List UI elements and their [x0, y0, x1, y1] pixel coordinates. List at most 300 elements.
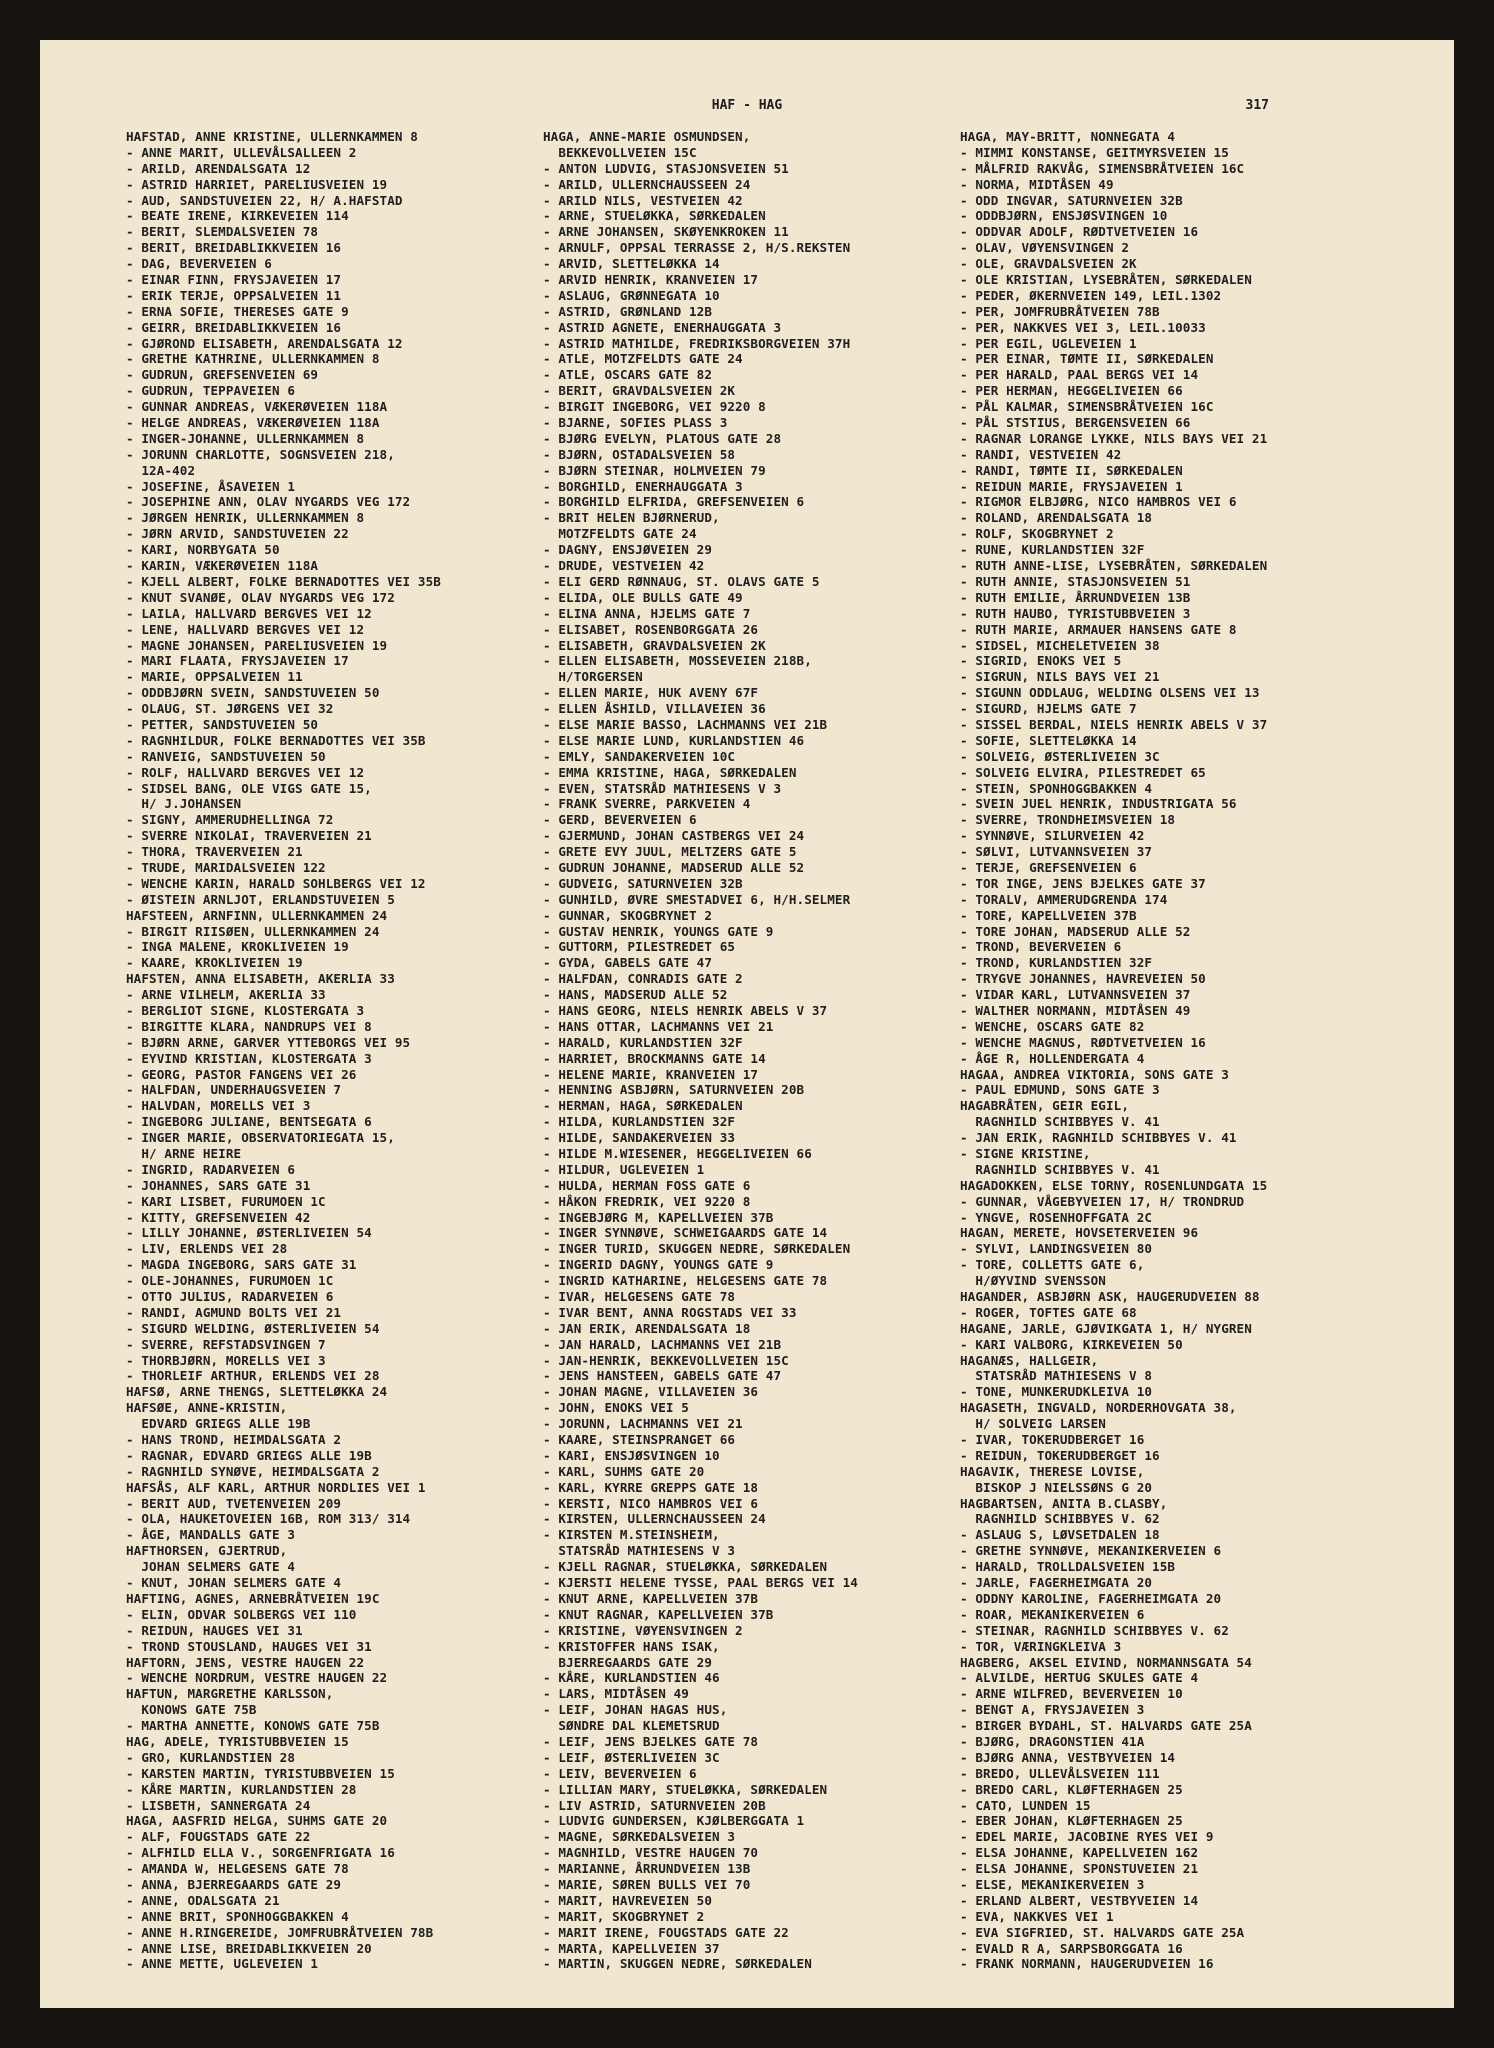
directory-entry: - BIRGITTE KLARA, NANDRUPS VEI 8 — [126, 1018, 372, 1034]
directory-entry: - MARI FLAATA, FRYSJAVEIEN 17 — [126, 653, 349, 669]
directory-entry: - GUNNAR, VÅGEBYVEIEN 17, H/ TRONDRUD — [960, 1193, 1245, 1209]
directory-entry: - ÅGE, MANDALLS GATE 3 — [126, 1527, 296, 1543]
directory-entry: - RAGNAR, EDVARD GRIEGS ALLE 19B — [126, 1447, 372, 1463]
directory-entry: - KARI LISBET, FURUMOEN 1C — [126, 1193, 326, 1209]
directory-entry: - GUTTORM, PILESTREDET 65 — [543, 939, 736, 955]
directory-page — [40, 40, 1454, 2008]
directory-entry: HAGA, AASFRID HELGA, SUHMS GATE 20 — [126, 1813, 388, 1829]
directory-entry: HAGANDER, ASBJØRN ASK, HAUGERUDVEIEN 88 — [960, 1289, 1260, 1305]
directory-entry: EDVARD GRIEGS ALLE 19B — [126, 1416, 311, 1432]
directory-entry: - KNUT RAGNAR, KAPELLVEIEN 37B — [543, 1606, 774, 1622]
directory-entry: - ATLE, MOTZFELDTS GATE 24 — [543, 351, 743, 367]
directory-entry: - MAGNE JOHANSEN, PARELIUSVEIEN 19 — [126, 637, 388, 653]
directory-entry: - KIRSTEN M.STEINSHEIM, — [543, 1527, 720, 1543]
directory-entry: - ARILD, ULLERNCHAUSSEEN 24 — [543, 176, 751, 192]
directory-entry: - PEDER, ØKERNVEIEN 149, LEIL.1302 — [960, 287, 1222, 303]
directory-entry: - GUDRUN, GREFSENVEIEN 69 — [126, 367, 319, 383]
directory-entry: HAGANÆS, HALLGEIR, — [960, 1352, 1099, 1368]
directory-entry: - ELSE MARIE LUND, KURLANDSTIEN 46 — [543, 732, 805, 748]
directory-column-1 — [126, 129, 526, 1972]
directory-entry: - BREDO CARL, KLØFTERHAGEN 25 — [960, 1781, 1183, 1797]
directory-entry: - GRETE EVY JUUL, MELTZERS GATE 5 — [543, 844, 797, 860]
directory-entry: - REIDUN, TOKERUDBERGET 16 — [960, 1447, 1160, 1463]
directory-entry: - SVERRE NIKOLAI, TRAVERVEIEN 21 — [126, 828, 372, 844]
directory-entry: - JØRN ARVID, SANDSTUVEIEN 22 — [126, 526, 349, 542]
directory-entry: - KNUT, JOHAN SELMERS GATE 4 — [126, 1575, 342, 1591]
directory-entry: - EMLY, SANDAKERVEIEN 10C — [543, 748, 736, 764]
directory-entry: - RAGNHILDUR, FOLKE BERNADOTTES VEI 35B — [126, 732, 426, 748]
directory-entry: - AUD, SANDSTUVEIEN 22, H/ A.HAFSTAD — [126, 192, 403, 208]
directory-entry: - GEORG, PASTOR FANGENS VEI 26 — [126, 1066, 357, 1082]
directory-entry: - HÅKON FREDRIK, VEI 9220 8 — [543, 1193, 751, 1209]
directory-entry: - INGEBJØRG M, KAPELLVEIEN 37B — [543, 1209, 774, 1225]
directory-entry: - ARILD, ARENDALSGATA 12 — [126, 160, 311, 176]
directory-entry: - STEIN, SPONHOGGBAKKEN 4 — [960, 780, 1153, 796]
directory-entry: - INGEBORG JULIANE, BENTSEGATA 6 — [126, 1114, 372, 1130]
directory-entry: HAGANE, JARLE, GJØVIKGATA 1, H/ NYGREN — [960, 1320, 1252, 1336]
directory-entry: - BEATE IRENE, KIRKEVEIEN 114 — [126, 208, 349, 224]
directory-entry: - ODDBJØRN SVEIN, SANDSTUVEIEN 50 — [126, 685, 380, 701]
directory-entry: - SIGRUN, NILS BAYS VEI 21 — [960, 669, 1160, 685]
directory-entry: - BERIT, SLEMDALSVEIEN 78 — [126, 224, 319, 240]
directory-entry: - MARIE, SØREN BULLS VEI 70 — [543, 1876, 751, 1892]
directory-entry: - BJARNE, SOFIES PLASS 3 — [543, 415, 728, 431]
directory-entry: - OLAV, VØYENSVINGEN 2 — [960, 240, 1130, 256]
directory-entry: - RUNE, KURLANDSTIEN 32F — [960, 542, 1145, 558]
directory-entry: - GRETHE SYNNØVE, MEKANIKERVEIEN 6 — [960, 1543, 1222, 1559]
directory-entry: HAFTING, AGNES, ARNEBRÅTVEIEN 19C — [126, 1590, 380, 1606]
directory-entry: - PER, NAKKVES VEI 3, LEIL.10033 — [960, 319, 1206, 335]
directory-entry: - OTTO JULIUS, RADARVEIEN 6 — [126, 1289, 334, 1305]
directory-entry: - ÅGE R, HOLLENDERGATA 4 — [960, 1050, 1145, 1066]
directory-entry: - EINAR FINN, FRYSJAVEIEN 17 — [126, 272, 342, 288]
directory-entry: STATSRÅD MATHIESENS V 3 — [543, 1543, 736, 1559]
directory-entry: - EVEN, STATSRÅD MATHIESENS V 3 — [543, 780, 782, 796]
directory-entry: - HELGE ANDREAS, VÆKERØVEIEN 118A — [126, 415, 380, 431]
directory-entry: - IVAR BENT, ANNA ROGSTADS VEI 33 — [543, 1304, 797, 1320]
directory-entry: - KJERSTI HELENE TYSSE, PAAL BERGS VEI 14 — [543, 1575, 858, 1591]
directory-entry: - KRISTINE, VØYENSVINGEN 2 — [543, 1622, 743, 1638]
directory-entry: - BORGHILD, ENERHAUGGATA 3 — [543, 478, 743, 494]
directory-entry: - SIGNY, AMMERUDHELLINGA 72 — [126, 812, 334, 828]
directory-entry: - BENGT A, FRYSJAVEIEN 3 — [960, 1702, 1145, 1718]
directory-entry: - THORA, TRAVERVEIEN 21 — [126, 844, 303, 860]
directory-entry: H/ ARNE HEIRE — [126, 1146, 242, 1161]
directory-entry: HAFSØ, ARNE THENGS, SLETTELØKKA 24 — [126, 1384, 388, 1400]
directory-entry: - INGERID DAGNY, YOUNGS GATE 9 — [543, 1257, 774, 1273]
directory-entry: - IVAR, TOKERUDBERGET 16 — [960, 1432, 1145, 1448]
directory-entry: - EVA SIGFRIED, ST. HALVARDS GATE 25A — [960, 1924, 1245, 1940]
directory-entry: HAFSÅS, ALF KARL, ARTHUR NORDLIES VEI 1 — [126, 1479, 426, 1495]
directory-entry: - DAG, BEVERVEIEN 6 — [126, 256, 272, 272]
directory-entry: - GRETHE KATHRINE, ULLERNKAMMEN 8 — [126, 351, 380, 367]
directory-entry: - ROGER, TOFTES GATE 68 — [960, 1304, 1137, 1320]
directory-entry: - ALVILDE, HERTUG SKULES GATE 4 — [960, 1670, 1199, 1686]
directory-entry: - LEIF, ØSTERLIVEIEN 3C — [543, 1749, 720, 1765]
directory-entry: - FRANK NORMANN, HAUGERUDVEIEN 16 — [960, 1956, 1214, 1972]
directory-entry: - INGER SYNNØVE, SCHWEIGAARDS GATE 14 — [543, 1225, 828, 1241]
directory-entry: - GUNHILD, ØVRE SMESTADVEI 6, H/H.SELMER — [543, 891, 851, 907]
directory-entry: - SIGNE KRISTINE, — [960, 1146, 1091, 1161]
directory-entry: - AMANDA W, HELGESENS GATE 78 — [126, 1861, 349, 1877]
directory-entry: - ASTRID HARRIET, PARELIUSVEIEN 19 — [126, 176, 388, 192]
directory-entry: - BREDO, ULLEVÅLSVEIEN 111 — [960, 1765, 1160, 1781]
directory-entry: - MIMMI KONSTANSE, GEITMYRSVEIEN 15 — [960, 144, 1229, 160]
directory-entry: - ROLF, HALLVARD BERGVES VEI 12 — [126, 764, 365, 780]
directory-entry: - RANDI, AGMUND BOLTS VEI 21 — [126, 1304, 342, 1320]
directory-entry: - RUTH EMILIE, ÅRRUNDVEIEN 13B — [960, 589, 1191, 605]
directory-entry: - LEIF, JENS BJELKES GATE 78 — [543, 1733, 759, 1749]
directory-entry: HAGASETH, INGVALD, NORDERHOVGATA 38, — [960, 1400, 1237, 1416]
directory-entry: H/ J.JOHANSEN — [126, 796, 242, 812]
directory-entry: - GUDVEIG, SATURNVEIEN 32B — [543, 875, 743, 891]
directory-entry: - ANNE LISE, BREIDABLIKKVEIEN 20 — [126, 1940, 372, 1956]
directory-entry: - ODDVAR ADOLF, RØDTVETVEIEN 16 — [960, 224, 1199, 240]
directory-entry: - KARI, ENSJØSVINGEN 10 — [543, 1447, 720, 1463]
directory-entry: - PETTER, SANDSTUVEIEN 50 — [126, 716, 319, 732]
directory-entry: - ELIN, ODVAR SOLBERGS VEI 110 — [126, 1606, 357, 1622]
directory-entry: - ELSE MARIE BASSO, LACHMANNS VEI 21B — [543, 716, 828, 732]
directory-entry: - SVERRE, REFSTADSVINGEN 7 — [126, 1336, 326, 1352]
directory-entry: - GUNNAR, SKOGBRYNET 2 — [543, 907, 713, 923]
directory-entry: - SOLVEIG, ØSTERLIVEIEN 3C — [960, 748, 1160, 764]
directory-entry: HAGA, MAY-BRITT, NONNEGATA 4 — [960, 129, 1176, 144]
directory-entry: - JENS HANSTEEN, GABELS GATE 47 — [543, 1368, 782, 1384]
directory-entry: - MÅLFRID RAKVÅG, SIMENSBRÅTVEIEN 16C — [960, 160, 1245, 176]
directory-entry: - ELLEN ÅSHILD, VILLAVEIEN 36 — [543, 701, 766, 717]
directory-entry: - GJERMUND, JOHAN CASTBERGS VEI 24 — [543, 828, 805, 844]
directory-entry: - SIDSEL BANG, OLE VIGS GATE 15, — [126, 780, 372, 796]
directory-entry: - ELIDA, OLE BULLS GATE 49 — [543, 589, 743, 605]
directory-entry: - ARILD NILS, VESTVEIEN 42 — [543, 192, 743, 208]
directory-entry: - HENNING ASBJØRN, SATURNVEIEN 20B — [543, 1082, 805, 1098]
directory-entry: - PER, JOMFRUBRÅTVEIEN 78B — [960, 303, 1160, 319]
directory-entry: - PER HERMAN, HEGGELIVEIEN 66 — [960, 383, 1183, 399]
directory-entry: - LUDVIG GUNDERSEN, KJØLBERGGATA 1 — [543, 1813, 805, 1829]
directory-entry: - SISSEL BERDAL, NIELS HENRIK ABELS V 37 — [960, 716, 1268, 732]
directory-entry: - ARNE WILFRED, BEVERVEIEN 10 — [960, 1686, 1183, 1702]
directory-entry: - TOR INGE, JENS BJELKES GATE 37 — [960, 875, 1206, 891]
directory-entry: - EYVIND KRISTIAN, KLOSTERGATA 3 — [126, 1050, 372, 1066]
directory-entry: - ELISABETH, GRAVDALSVEIEN 2K — [543, 637, 766, 653]
directory-entry: - SVERRE, TRONDHEIMSVEIEN 18 — [960, 812, 1176, 828]
directory-entry: - TROND STOUSLAND, HAUGES VEI 31 — [126, 1638, 372, 1654]
directory-entry: - RANDI, VESTVEIEN 42 — [960, 446, 1122, 462]
directory-entry: - WENCHE MAGNUS, RØDTVETVEIEN 16 — [960, 1034, 1206, 1050]
directory-entry: - KARI VALBORG, KIRKEVEIEN 50 — [960, 1336, 1183, 1352]
directory-entry: - VIDAR KARL, LUTVANNSVEIEN 37 — [960, 987, 1191, 1003]
directory-entry: HAGAVIK, THERESE LOVISE, — [960, 1463, 1145, 1479]
directory-entry: - MARIE, OPPSALVEIEN 11 — [126, 669, 303, 685]
directory-entry: - SIGRID, ENOKS VEI 5 — [960, 653, 1122, 669]
directory-entry: - BIRGIT INGEBORG, VEI 9220 8 — [543, 399, 766, 415]
directory-entry: - ANNE, ODALSGATA 21 — [126, 1892, 280, 1908]
directory-entry: - ELLEN MARIE, HUK AVENY 67F — [543, 685, 759, 701]
directory-entry: RAGNHILD SCHIBBYES V. 41 — [960, 1161, 1160, 1177]
directory-entry: - HANS, MADSERUD ALLE 52 — [543, 987, 728, 1003]
directory-entry: - RIGMOR ELBJØRG, NICO HAMBROS VEI 6 — [960, 494, 1237, 510]
directory-entry: HAFSTEN, ANNA ELISABETH, AKERLIA 33 — [126, 971, 395, 987]
directory-entry: - ANTON LUDVIG, STASJONSVEIEN 51 — [543, 160, 789, 176]
directory-entry: - RANDI, TØMTE II, SØRKEDALEN — [960, 462, 1183, 478]
directory-entry: - ERIK TERJE, OPPSALVEIEN 11 — [126, 287, 342, 303]
directory-entry: - PER EINAR, TØMTE II, SØRKEDALEN — [960, 351, 1214, 367]
directory-entry: - OLA, HAUKETOVEIEN 16B, ROM 313/ 314 — [126, 1511, 411, 1527]
directory-entry: - BJØRG, DRAGONSTIEN 41A — [960, 1733, 1145, 1749]
directory-entry: - SIGUNN ODDLAUG, WELDING OLSENS VEI 13 — [960, 685, 1260, 701]
directory-entry: - ROLAND, ARENDALSGATA 18 — [960, 510, 1153, 526]
directory-entry: - JØRGEN HENRIK, ULLERNKAMMEN 8 — [126, 510, 365, 526]
directory-entry: - INGRID, RADARVEIEN 6 — [126, 1161, 296, 1177]
directory-entry: JOHAN SELMERS GATE 4 — [126, 1559, 296, 1575]
directory-entry: - EDEL MARIE, JACOBINE RYES VEI 9 — [960, 1829, 1214, 1845]
directory-entry: - SIGURD, HJELMS GATE 7 — [960, 701, 1137, 717]
directory-entry: - JORUNN, LACHMANNS VEI 21 — [543, 1416, 743, 1432]
directory-entry: - PAUL EDMUND, SONS GATE 3 — [960, 1082, 1160, 1098]
directory-entry: - REIDUN MARIE, FRYSJAVEIEN 1 — [960, 478, 1183, 494]
directory-entry: - PER HARALD, PAAL BERGS VEI 14 — [960, 367, 1199, 383]
directory-entry: - ARVID HENRIK, KRANVEIEN 17 — [543, 272, 759, 288]
directory-entry: - EVALD R A, SARPSBORGGATA 16 — [960, 1940, 1183, 1956]
directory-entry: - HALFDAN, UNDERHAUGSVEIEN 7 — [126, 1082, 342, 1098]
directory-entry: - GEIRR, BREIDABLIKKVEIEN 16 — [126, 319, 342, 335]
directory-entry: - KARI, NORBYGATA 50 — [126, 542, 280, 558]
directory-entry: - LENE, HALLVARD BERGVES VEI 12 — [126, 621, 365, 637]
directory-entry: - TERJE, GREFSENVEIEN 6 — [960, 859, 1137, 875]
directory-entry: - STEINAR, RAGNHILD SCHIBBYES V. 62 — [960, 1622, 1229, 1638]
directory-entry: - RUTH ANNIE, STASJONSVEIEN 51 — [960, 573, 1191, 589]
directory-entry: - LILLY JOHANNE, ØSTERLIVEIEN 54 — [126, 1225, 372, 1241]
directory-entry: - TROND, BEVERVEIEN 6 — [960, 939, 1122, 955]
directory-entry: - HELENE MARIE, KRANVEIEN 17 — [543, 1066, 759, 1082]
directory-entry: HAGABRÅTEN, GEIR EGIL, — [960, 1098, 1130, 1114]
directory-entry: - RAGNAR LORANGE LYKKE, NILS BAYS VEI 21 — [960, 430, 1268, 446]
directory-entry: - HANS TROND, HEIMDALSGATA 2 — [126, 1432, 342, 1448]
directory-entry: - MARIT, HAVREVEIEN 50 — [543, 1892, 713, 1908]
directory-entry: HAFTHORSEN, GJERTRUD, — [126, 1543, 288, 1559]
directory-entry: HAFTORN, JENS, VESTRE HAUGEN 22 — [126, 1654, 365, 1670]
directory-entry: - JOHAN MAGNE, VILLAVEIEN 36 — [543, 1384, 759, 1400]
directory-entry: - TORALV, AMMERUDGRENDA 174 — [960, 891, 1168, 907]
directory-entry: - KIRSTEN, ULLERNCHAUSSEEN 24 — [543, 1511, 766, 1527]
directory-entry: - OLAUG, ST. JØRGENS VEI 32 — [126, 701, 334, 717]
directory-entry: - BJØRG EVELYN, PLATOUS GATE 28 — [543, 430, 782, 446]
directory-entry: - SIGURD WELDING, ØSTERLIVEIEN 54 — [126, 1320, 380, 1336]
directory-entry: - MARTHA ANNETTE, KONOWS GATE 75B — [126, 1718, 380, 1734]
directory-entry: - KARL, KYRRE GREPPS GATE 18 — [543, 1479, 759, 1495]
directory-entry: - SØLVI, LUTVANNSVEIEN 37 — [960, 844, 1153, 860]
directory-entry: - KITTY, GREFSENVEIEN 42 — [126, 1209, 311, 1225]
directory-entry: - KAARE, STEINSPRANGET 66 — [543, 1432, 736, 1448]
directory-entry: - BERIT, BREIDABLIKKVEIEN 16 — [126, 240, 342, 256]
directory-entry: - LEIF, JOHAN HAGAS HUS, — [543, 1702, 728, 1718]
directory-entry: - RANVEIG, SANDSTUVEIEN 50 — [126, 748, 326, 764]
directory-entry: - TROND, KURLANDSTIEN 32F — [960, 955, 1153, 971]
directory-entry: HAGBERG, AKSEL EIVIND, NORMANNSGATA 54 — [960, 1654, 1252, 1670]
directory-entry: - RAGNHILD SYNØVE, HEIMDALSGATA 2 — [126, 1463, 380, 1479]
directory-entry: RAGNHILD SCHIBBYES V. 62 — [960, 1511, 1160, 1527]
directory-entry: - KARSTEN MARTIN, TYRISTUBBVEIEN 15 — [126, 1765, 395, 1781]
directory-entry: HAFSØE, ANNE-KRISTIN, — [126, 1400, 288, 1416]
directory-entry: - ASTRID AGNETE, ENERHAUGGATA 3 — [543, 319, 782, 335]
directory-entry: - GYDA, GABELS GATE 47 — [543, 955, 713, 971]
directory-entry: BEKKEVOLLVEIEN 15C — [543, 144, 697, 160]
directory-entry: - OLE, GRAVDALSVEIEN 2K — [960, 256, 1137, 272]
directory-entry: - JAN-HENRIK, BEKKEVOLLVEIEN 15C — [543, 1352, 789, 1368]
directory-entry: - PÅL KALMAR, SIMENSBRÅTVEIEN 16C — [960, 399, 1214, 415]
directory-entry: - ANNE METTE, UGLEVEIEN 1 — [126, 1956, 319, 1972]
directory-entry: - LARS, MIDTÅSEN 49 — [543, 1686, 689, 1702]
directory-entry: - KARL, SUHMS GATE 20 — [543, 1463, 705, 1479]
directory-entry: - LIV, ERLENDS VEI 28 — [126, 1241, 288, 1257]
directory-entry: - JOHANNES, SARS GATE 31 — [126, 1177, 311, 1193]
directory-entry: - HARALD, TROLLDALSVEIEN 15B — [960, 1559, 1176, 1575]
directory-entry: H/ØYVIND SVENSSON — [960, 1273, 1106, 1289]
directory-entry: - JARLE, FAGERHEIMGATA 20 — [960, 1575, 1153, 1591]
directory-entry: H/TORGERSEN — [543, 669, 643, 685]
directory-entry: - ANNE H.RINGEREIDE, JOMFRUBRÅTVEIEN 78B — [126, 1924, 434, 1940]
directory-column-3 — [960, 129, 1410, 1972]
directory-entry: HAGADOKKEN, ELSE TORNY, ROSENLUNDGATA 15 — [960, 1177, 1268, 1193]
directory-entry: - RUTH ANNE-LISE, LYSEBRÅTEN, SØRKEDALEN — [960, 558, 1268, 574]
directory-entry: - DRUDE, VESTVEIEN 42 — [543, 558, 705, 574]
directory-entry: - SVEIN JUEL HENRIK, INDUSTRIGATA 56 — [960, 796, 1237, 812]
directory-entry: - RUTH HAUBO, TYRISTUBBVEIEN 3 — [960, 605, 1191, 621]
directory-entry: - GJØROND ELISABETH, ARENDALSGATA 12 — [126, 335, 403, 351]
directory-entry: - HILDA, KURLANDSTIEN 32F — [543, 1114, 736, 1130]
directory-entry: - ARNE JOHANSEN, SKØYENKROKEN 11 — [543, 224, 789, 240]
directory-entry: - MARIANNE, ÅRRUNDVEIEN 13B — [543, 1861, 751, 1877]
directory-entry: - BERGLIOT SIGNE, KLOSTERGATA 3 — [126, 1002, 365, 1018]
directory-entry: - WALTHER NORMANN, MIDTÅSEN 49 — [960, 1002, 1191, 1018]
directory-entry: - ELISABET, ROSENBORGGATA 26 — [543, 621, 759, 637]
directory-entry: - BORGHILD ELFRIDA, GREFSENVEIEN 6 — [543, 494, 805, 510]
directory-entry: - THORLEIF ARTHUR, ERLENDS VEI 28 — [126, 1368, 380, 1384]
directory-entry: - KAARE, KROKLIVEIEN 19 — [126, 955, 303, 971]
directory-entry: - KRISTOFFER HANS ISAK, — [543, 1638, 720, 1654]
directory-entry: - SYNNØVE, SILURVEIEN 42 — [960, 828, 1145, 844]
directory-entry: - SYLVI, LANDINGSVEIEN 80 — [960, 1241, 1153, 1257]
directory-entry: - GUSTAV HENRIK, YOUNGS GATE 9 — [543, 923, 774, 939]
directory-entry: - BRIT HELEN BJØRNERUD, — [543, 510, 720, 526]
directory-entry: - BJØRG ANNA, VESTBYVEIEN 14 — [960, 1749, 1176, 1765]
directory-entry: - ELLEN ELISABETH, MOSSEVEIEN 218B, — [543, 653, 812, 669]
directory-entry: - TORE, COLLETTS GATE 6, — [960, 1257, 1145, 1273]
directory-entry: - HANS OTTAR, LACHMANNS VEI 21 — [543, 1018, 774, 1034]
directory-entry: - ANNE BRIT, SPONHOGGBAKKEN 4 — [126, 1908, 349, 1924]
directory-entry: - FRANK SVERRE, PARKVEIEN 4 — [543, 796, 751, 812]
directory-entry: - ASTRID, GRØNLAND 12B — [543, 303, 713, 319]
directory-entry: - MAGDA INGEBORG, SARS GATE 31 — [126, 1257, 357, 1273]
directory-entry: - MARTIN, SKUGGEN NEDRE, SØRKEDALEN — [543, 1956, 812, 1972]
directory-entry: - GRO, KURLANDSTIEN 28 — [126, 1749, 296, 1765]
directory-entry: - BIRGER BYDAHL, ST. HALVARDS GATE 25A — [960, 1718, 1252, 1734]
directory-entry: - HERMAN, HAGA, SØRKEDALEN — [543, 1098, 743, 1114]
directory-entry: HAG, ADELE, TYRISTUBBVEIEN 15 — [126, 1733, 349, 1749]
directory-entry: - ROAR, MEKANIKERVEIEN 6 — [960, 1606, 1145, 1622]
directory-entry: HAFSTEEN, ARNFINN, ULLERNKAMMEN 24 — [126, 907, 388, 923]
directory-entry: - INGA MALENE, KROKLIVEIEN 19 — [126, 939, 349, 955]
directory-entry: - BJØRN, OSTADALSVEIEN 58 — [543, 446, 736, 462]
directory-entry: - SOFIE, SLETTELØKKA 14 — [960, 732, 1137, 748]
directory-entry: - LIV ASTRID, SATURNVEIEN 20B — [543, 1797, 766, 1813]
directory-entry: - EMMA KRISTINE, HAGA, SØRKEDALEN — [543, 764, 797, 780]
directory-entry: - GUNNAR ANDREAS, VÆKERØVEIEN 118A — [126, 399, 388, 415]
directory-entry: - BJØRN STEINAR, HOLMVEIEN 79 — [543, 462, 766, 478]
directory-entry: - EBER JOHAN, KLØFTERHAGEN 25 — [960, 1813, 1183, 1829]
directory-entry: - WENCHE KARIN, HARALD SOHLBERGS VEI 12 — [126, 875, 426, 891]
directory-entry: - ELSE, MEKANIKERVEIEN 3 — [960, 1876, 1145, 1892]
directory-entry: - ALF, FOUGSTADS GATE 22 — [126, 1829, 311, 1845]
directory-entry: BISKOP J NIELSSØNS G 20 — [960, 1479, 1153, 1495]
directory-entry: - ROLF, SKOGBRYNET 2 — [960, 526, 1114, 542]
directory-entry: - JOSEFINE, ÅSAVEIEN 1 — [126, 478, 296, 494]
directory-entry: - GERD, BEVERVEIEN 6 — [543, 812, 697, 828]
directory-entry: - SIDSEL, MICHELETVEIEN 38 — [960, 637, 1160, 653]
directory-entry: - ARNE, STUELØKKA, SØRKEDALEN — [543, 208, 766, 224]
directory-entry: - INGER MARIE, OBSERVATORIEGATA 15, — [126, 1130, 395, 1146]
directory-entry: HAFSTAD, ANNE KRISTINE, ULLERNKAMMEN 8 — [126, 129, 418, 144]
directory-entry: HAFTUN, MARGRETHE KARLSSON, — [126, 1686, 334, 1702]
directory-entry: - INGRID KATHARINE, HELGESENS GATE 78 — [543, 1273, 828, 1289]
directory-column-2 — [543, 129, 973, 1972]
directory-entry: - OLE KRISTIAN, LYSEBRÅTEN, SØRKEDALEN — [960, 272, 1252, 288]
directory-entry: - DAGNY, ENSJØVEIEN 29 — [543, 542, 713, 558]
directory-entry: - TORE, KAPELLVEIEN 37B — [960, 907, 1137, 923]
directory-entry: - HALVDAN, MORELLS VEI 3 — [126, 1098, 311, 1114]
directory-entry: - BERIT AUD, TVETENVEIEN 209 — [126, 1495, 342, 1511]
directory-entry: - ERNA SOFIE, THERESES GATE 9 — [126, 303, 349, 319]
directory-entry: - ANNA, BJERREGAARDS GATE 29 — [126, 1876, 342, 1892]
page-number: 317 — [1245, 98, 1269, 113]
directory-entry: HAGBARTSEN, ANITA B.CLASBY, — [960, 1495, 1168, 1511]
directory-entry: - GUDRUN, TEPPAVEIEN 6 — [126, 383, 296, 399]
directory-entry: - ATLE, OSCARS GATE 82 — [543, 367, 713, 383]
directory-entry: - CATO, LUNDEN 15 — [960, 1797, 1091, 1813]
directory-entry: - KARIN, VÆKERØVEIEN 118A — [126, 558, 319, 574]
directory-entry: - ARNULF, OPPSAL TERRASSE 2, H/S.REKSTEN — [543, 240, 851, 256]
directory-entry: - TONE, MUNKERUDKLEIVA 10 — [960, 1384, 1153, 1400]
directory-entry: - INGER-JOHANNE, ULLERNKAMMEN 8 — [126, 430, 365, 446]
directory-entry: MOTZFELDTS GATE 24 — [543, 526, 697, 542]
directory-entry: - IVAR, HELGESENS GATE 78 — [543, 1289, 736, 1305]
directory-entry: - YNGVE, ROSENHOFFGATA 2C — [960, 1209, 1153, 1225]
directory-entry: - JOSEPHINE ANN, OLAV NYGARDS VEG 172 — [126, 494, 411, 510]
directory-entry: - RUTH MARIE, ARMAUER HANSENS GATE 8 — [960, 621, 1237, 637]
directory-entry: - OLE-JOHANNES, FURUMOEN 1C — [126, 1273, 334, 1289]
directory-entry: - SOLVEIG ELVIRA, PILESTREDET 65 — [960, 764, 1206, 780]
directory-entry: - BIRGIT RIISØEN, ULLERNKAMMEN 24 — [126, 923, 380, 939]
directory-entry: - ASTRID MATHILDE, FREDRIKSBORGVEIEN 37H — [543, 335, 851, 351]
directory-entry: - ARNE VILHELM, AKERLIA 33 — [126, 987, 326, 1003]
directory-entry: RAGNHILD SCHIBBYES V. 41 — [960, 1114, 1160, 1130]
directory-entry: STATSRÅD MATHIESENS V 8 — [960, 1368, 1153, 1384]
directory-entry: - HARRIET, BROCKMANNS GATE 14 — [543, 1050, 766, 1066]
directory-entry: - HALFDAN, CONRADIS GATE 2 — [543, 971, 743, 987]
directory-entry: - TORE JOHAN, MADSERUD ALLE 52 — [960, 923, 1191, 939]
directory-entry: - ODD INGVAR, SATURNVEIEN 32B — [960, 192, 1183, 208]
directory-entry: SØNDRE DAL KLEMETSRUD — [543, 1718, 720, 1734]
directory-entry: - MARTA, KAPELLVEIEN 37 — [543, 1940, 720, 1956]
directory-entry: - ARVID, SLETTELØKKA 14 — [543, 256, 720, 272]
directory-entry: - ELSA JOHANNE, SPONSTUVEIEN 21 — [960, 1861, 1199, 1877]
directory-entry: - KERSTI, NICO HAMBROS VEI 6 — [543, 1495, 759, 1511]
directory-entry: - ODDBJØRN, ENSJØSVINGEN 10 — [960, 208, 1168, 224]
directory-entry: - THORBJØRN, MORELLS VEI 3 — [126, 1352, 326, 1368]
directory-entry: - LISBETH, SANNERGATA 24 — [126, 1797, 311, 1813]
directory-entry: - GUDRUN JOHANNE, MADSERUD ALLE 52 — [543, 859, 805, 875]
directory-entry: 12A-402 — [126, 462, 196, 478]
